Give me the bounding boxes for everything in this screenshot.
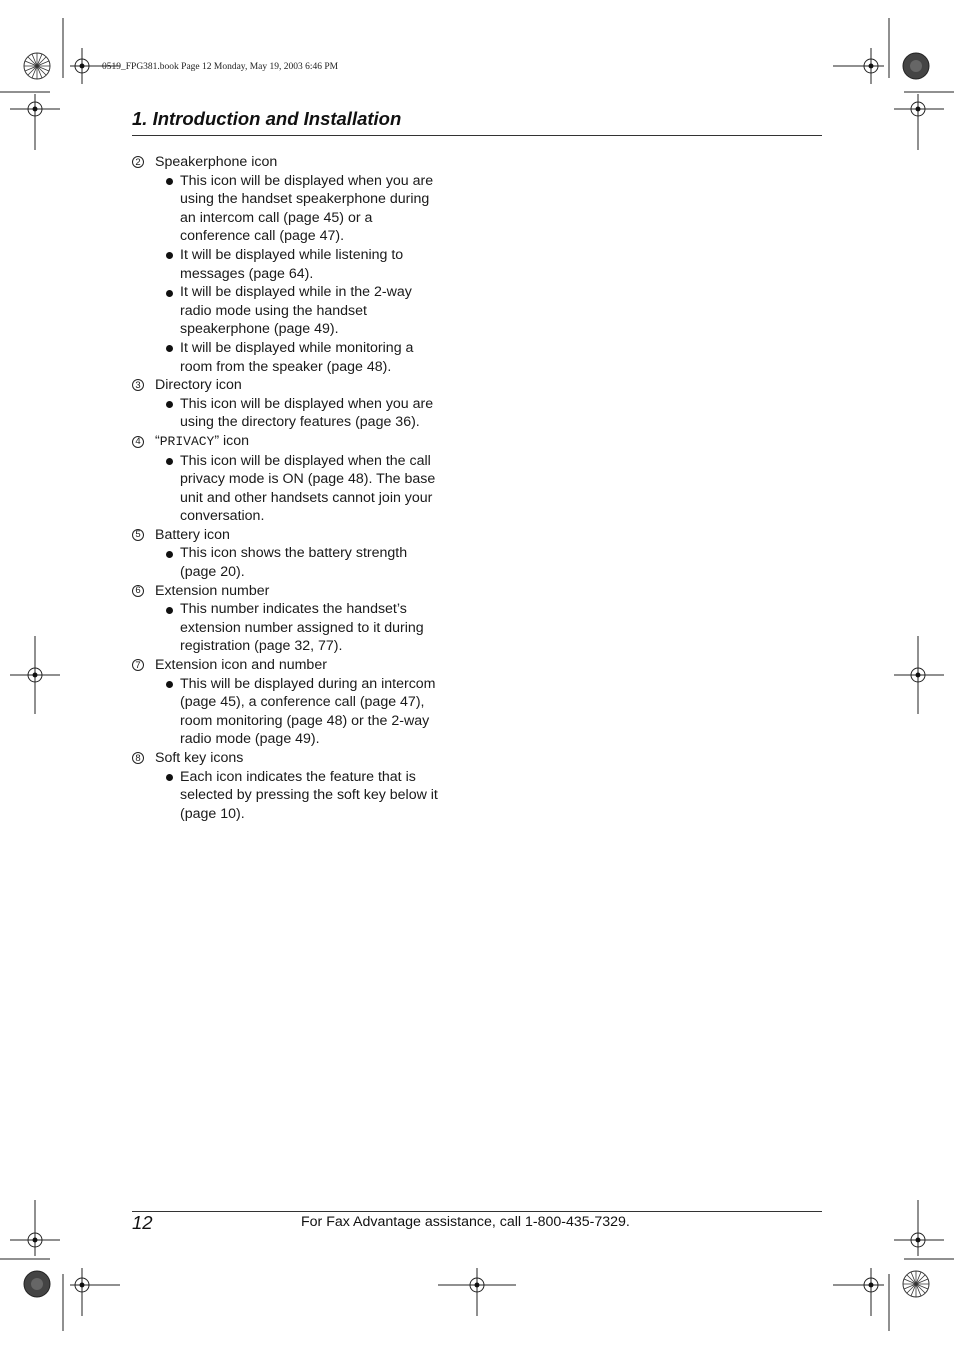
footer-divider (132, 1211, 822, 1212)
bullet-item: This icon shows the battery strength (page 20). (132, 544, 462, 581)
registration-target-icon (894, 1200, 944, 1256)
circled-number-icon: 8 (132, 752, 144, 764)
page-number: 12 (132, 1212, 153, 1233)
section-heading: Extension number (155, 582, 270, 599)
privacy-display-text: PRIVACY (159, 433, 215, 449)
bullet-dot-icon (166, 774, 173, 781)
circled-number-icon: 4 (132, 436, 144, 448)
bullet-dot-icon (166, 458, 173, 465)
bullet-dot-icon (166, 345, 173, 352)
section-heading: Directory icon (155, 377, 242, 394)
section-extension-number (132, 582, 462, 656)
registration-target-icon (833, 1268, 884, 1316)
registration-target-icon (10, 1200, 60, 1256)
registration-target-icon (833, 48, 884, 84)
section-directory-icon (132, 376, 462, 432)
circled-number-icon: 5 (132, 529, 144, 541)
bullet-item: This will be displayed during an intercom (page 45), a conference call (page 47), room monitoring (page 48) or the 2-way radio mode (page 49). (132, 675, 462, 749)
starburst-registration-icon (24, 53, 50, 79)
title-divider (132, 135, 822, 136)
bullet-item: This icon will be displayed when the call privacy mode is ON (page 48). The base unit and other handsets cannot join your conversation. (132, 452, 462, 526)
footer-assistance-text: For Fax Advantage assistance, call 1-800-435-7329. (301, 1214, 630, 1230)
starburst-registration-icon (903, 1271, 929, 1297)
circled-number-icon: 3 (132, 379, 144, 391)
print-header: 0519_FPG381.book Page 12 Monday, May 19, 2003 6:46 PM (102, 62, 339, 72)
circled-number-icon: 2 (132, 156, 144, 168)
dark-registration-disc-icon (24, 1271, 50, 1297)
bullet-item: This number indicates the handset’s extension number assigned to it during registration (page 32, 77). (132, 600, 462, 656)
section-privacy-icon (132, 432, 462, 526)
bullet-item: It will be displayed while in the 2-way radio mode using the handset speakerphone (page 49). (132, 283, 462, 339)
bullet-item: Each icon indicates the feature that is selected by pressing the soft key below it (page 10). (132, 768, 462, 824)
registration-target-icon (438, 1268, 516, 1316)
bullet-dot-icon (166, 607, 173, 614)
chapter-title: 1. Introduction and Installation (132, 108, 402, 129)
section-soft-key-icons (132, 749, 462, 823)
bullet-dot-icon (166, 681, 173, 688)
section-speakerphone-icon (132, 153, 462, 376)
section-battery-icon (132, 526, 462, 582)
registration-target-icon (10, 94, 60, 150)
bullet-dot-icon (166, 401, 173, 408)
circled-number-icon: 6 (132, 585, 144, 597)
registration-target-icon (70, 1268, 120, 1316)
bullet-item: It will be displayed while listening to messages (page 64). (132, 246, 462, 283)
dark-registration-disc-icon (903, 53, 929, 79)
registration-target-icon (894, 94, 944, 150)
bullet-dot-icon (166, 290, 173, 297)
bullet-dot-icon (166, 252, 173, 259)
section-heading: Battery icon (155, 526, 230, 543)
section-heading: “PRIVACY” icon (155, 432, 250, 449)
bullet-dot-icon (166, 551, 173, 558)
section-heading: Speakerphone icon (155, 154, 278, 170)
bullet-item: This icon will be displayed when you are using the handset speakerphone during an intercom call (page 45) or a conference call (page 47). (132, 172, 462, 246)
section-heading: Soft key icons (155, 750, 244, 766)
section-heading: Extension icon and number (155, 657, 327, 674)
bullet-item: It will be displayed while monitoring a room from the speaker (page 48). (132, 339, 462, 376)
bullet-dot-icon (166, 178, 173, 185)
icon-description-list (132, 153, 462, 823)
circled-number-icon: 7 (132, 659, 144, 671)
bullet-item: This icon will be displayed when you are using the directory features (page 36). (132, 395, 462, 432)
section-extension-icon-and-number (132, 656, 462, 749)
